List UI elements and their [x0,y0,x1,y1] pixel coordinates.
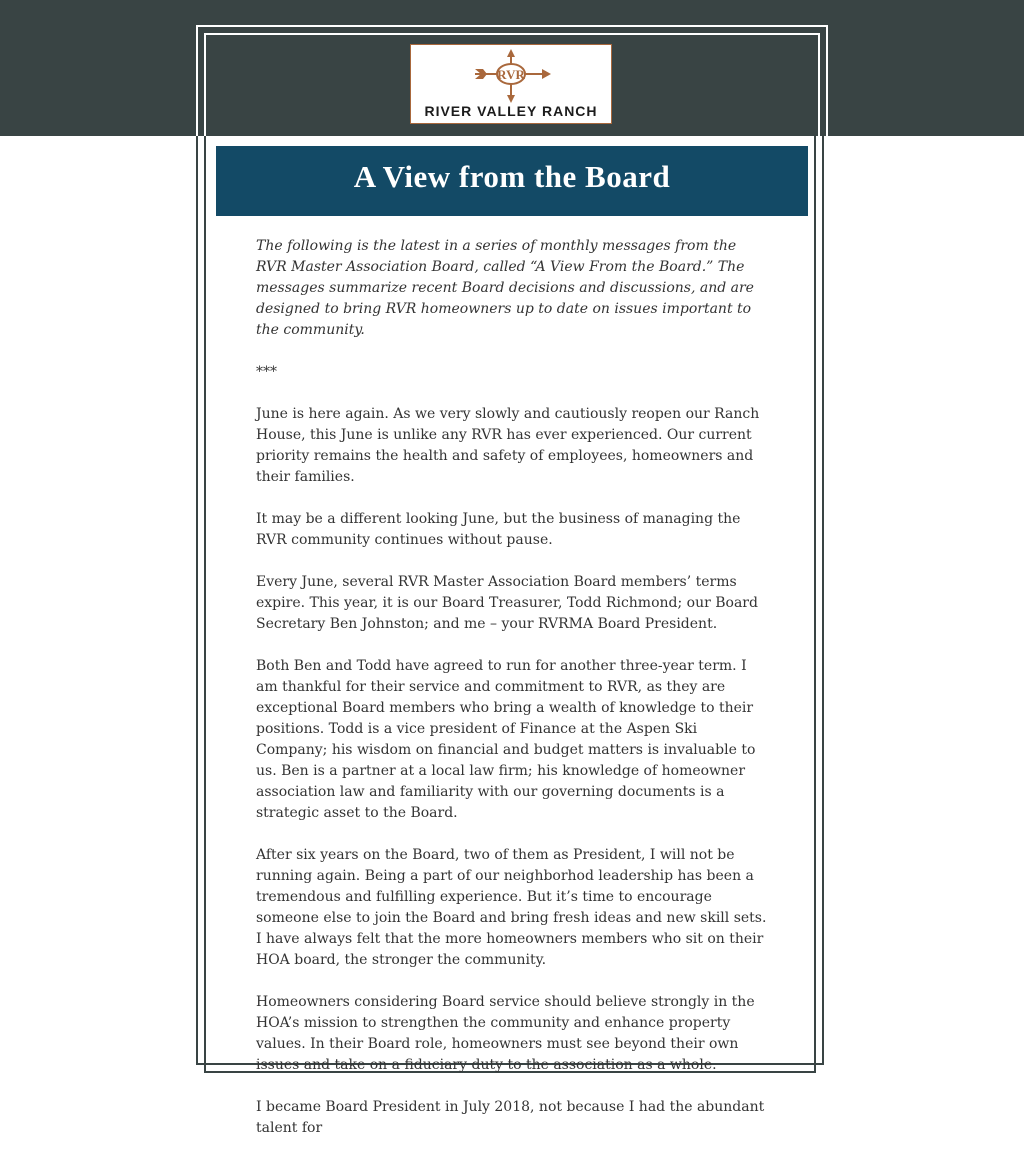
article-paragraph: Both Ben and Todd have agreed to run for another three-year term. I am thankful for their service and commitment to RVR, as they are exceptional Board members who bring a wealth of knowledge to their positions. Todd is a vice president of Finance at the Aspen Ski Company; his wisdom on financial and budget matters is invaluable to us. Ben is a partner at a local law firm; his knowledge of homeowner association law and familiarity with our governing documents is a strategic asset to the Board. [256,658,756,821]
article-paragraph: After six years on the Board, two of them as President, I will not be running again. Being a part of our neighborhod leadership has been a tremendous and fulfilling experience. But it’s time to encourage someone else to join the Board and bring fresh ideas and new skill sets. I have always felt that the more homeowners members who sit on their HOA board, the stronger the community. [256,847,767,968]
article-body [256,236,768,1160]
compass-arrow-icon [471,49,551,103]
brand-name: RIVER VALLEY RANCH [424,103,598,119]
brand-logo[interactable] [410,44,612,124]
article-paragraph: Every June, several RVR Master Association Board members’ terms expire. This year, it is our Board Treasurer, Todd Richmond; our Board Secretary Ben Johnston; and me – your RVRMA Board President. [256,574,758,632]
article-paragraph: I became Board President in July 2018, not because I had the abundant talent for [256,1099,765,1136]
article-paragraph: Homeowners considering Board service should believe strongly in the HOA’s mission to strengthen the community and enhance property values. In their Board role, homeowners must see beyond their own issues and take on a fiduciary duty to the association as a whole. [256,994,755,1073]
intro-paragraph: The following is the latest in a series of monthly messages from the RVR Master Association Board, called “A View From the Board.” The messages summarize recent Board decisions and discussions, and are designed to bring RVR homeowners up to date on issues important to the community. [256,238,754,338]
section-separator: *** [256,364,277,380]
article-paragraph: June is here again. As we very slowly and cautiously reopen our Ranch House, this June is unlike any RVR has ever experienced. Our current priority remains the health and safety of employees, homeowners and their families. [256,406,760,485]
title-banner [216,146,808,216]
logo-monogram: RVR [497,67,525,82]
article-paragraph: It may be a different looking June, but the business of managing the RVR community continues without pause. [256,511,741,548]
page-title: A View from the Board [353,159,671,194]
